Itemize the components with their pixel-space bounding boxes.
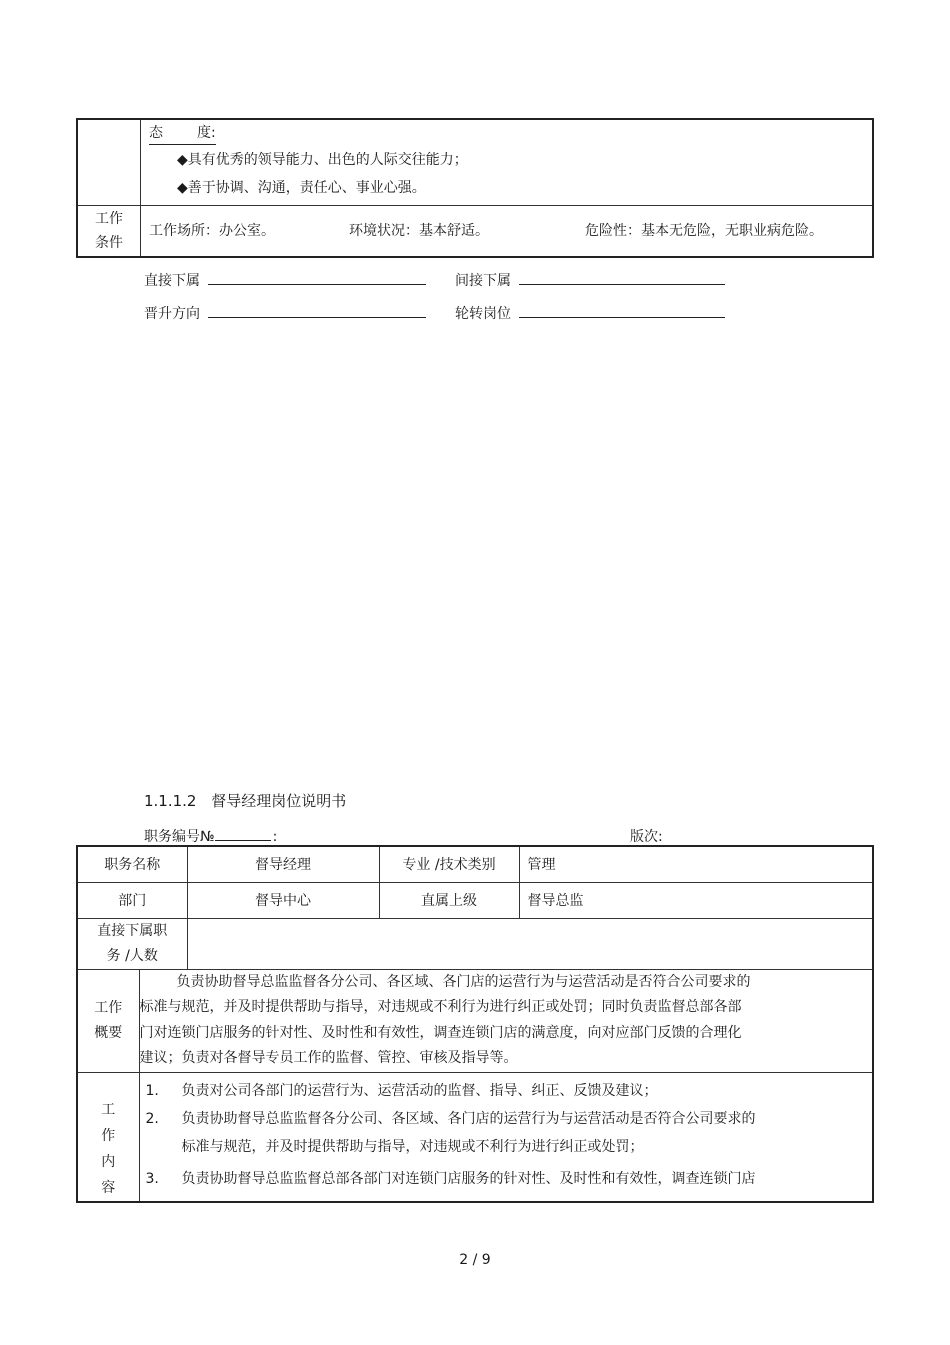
direct-subordinates-value [187,918,873,969]
list-item: 2. 负责协助督导总监监督各分公司、各区域、各门店的运营行为与运营活动是否符合公司要求的 [145,1110,756,1127]
section-heading [144,790,346,811]
version-label: 版次: [630,829,663,845]
direct-subordinate-label: 直接下属 [144,273,200,289]
workplace-text: 工作场所：办公室。 [149,222,275,239]
page-number: 2 / 9 [459,1252,491,1268]
environment-text: 环境状况：基本舒适。 [349,222,489,239]
rotation-label: 轮转岗位 [455,306,511,322]
department-value: 督导中心 [187,882,379,918]
indirect-subordinate-blank [519,270,725,285]
promotion-field [144,303,426,323]
attitude-item: ◆具有优秀的领导能力、出色的人际交往能力； [177,152,468,168]
section-number: 1.1.1.2 [144,792,197,810]
work-conditions-label: 工作 条件 [77,205,141,257]
department-label: 部门 [77,882,187,918]
specialty-value: 管理 [519,846,873,882]
indirect-subordinate-label: 间接下属 [455,273,511,289]
direct-subordinate-field [144,270,426,290]
job-description-table [76,845,874,1203]
job-code-line: 职务编号№ : [144,826,277,846]
direct-superior-label: 直属上级 [379,882,519,918]
attitude-item: ◆善于协调、沟通，责任心、事业心强。 [177,180,426,196]
rotation-field [455,303,725,323]
job-code-label: 职务编号№ [144,829,215,845]
work-content-label: 工 作 内 容 [77,1072,139,1202]
job-title-value: 督导经理 [187,846,379,882]
risk-text: 危险性：基本无危险，无职业病危险。 [585,222,823,239]
work-summary-label: 工作 概要 [77,969,139,1072]
list-item: 3. 负责协助督导总监监督总部各部门对连锁门店服务的针对性、及时性和有效性，调查连锁门店 [145,1170,756,1187]
list-item-continuation: 标准与规范，并及时提供帮助与指导，对违规或不利行为进行纠正或处罚； [181,1138,644,1155]
rotation-blank [519,303,725,318]
work-content-list [139,1072,873,1202]
section-title: 督导经理岗位说明书 [211,792,347,810]
job-title-label: 职务名称 [77,846,187,882]
attitude-cell [141,119,874,205]
promotion-blank [208,303,426,318]
list-item: 1. 负责对公司各部门的运营行为、运营活动的监督、指导、纠正、反馈及建议； [145,1082,658,1099]
direct-subordinates-label: 直接下属职 务 /人数 [77,918,187,969]
work-conditions-cell [141,205,874,257]
indirect-subordinate-field [455,270,725,290]
direct-superior-value: 督导总监 [519,882,873,918]
direct-subordinate-blank [208,270,426,285]
work-summary-text: 负责协助督导总监监督各分公司、各区域、各门店的运营行为与运营活动是否符合公司要求的 标准与规范，并及时提供帮助与指导，对违规或不利行为进行纠正或处罚；同时负责监督总部各部 门对连锁门店服务的针对性、及时性和有效性，调查连锁门店的满意度，向对应部门反馈的合理化 建议；负责对各督导专员工作的监督、管控、审核及指导等。 [139,969,873,1072]
attitude-heading: 态 度: [149,122,216,145]
specialty-label: 专业 /技术类别 [379,846,519,882]
blank-label-cell [77,119,141,205]
promotion-label: 晋升方向 [144,306,200,322]
job-requirements-table [76,118,874,258]
job-code-blank [215,826,271,841]
